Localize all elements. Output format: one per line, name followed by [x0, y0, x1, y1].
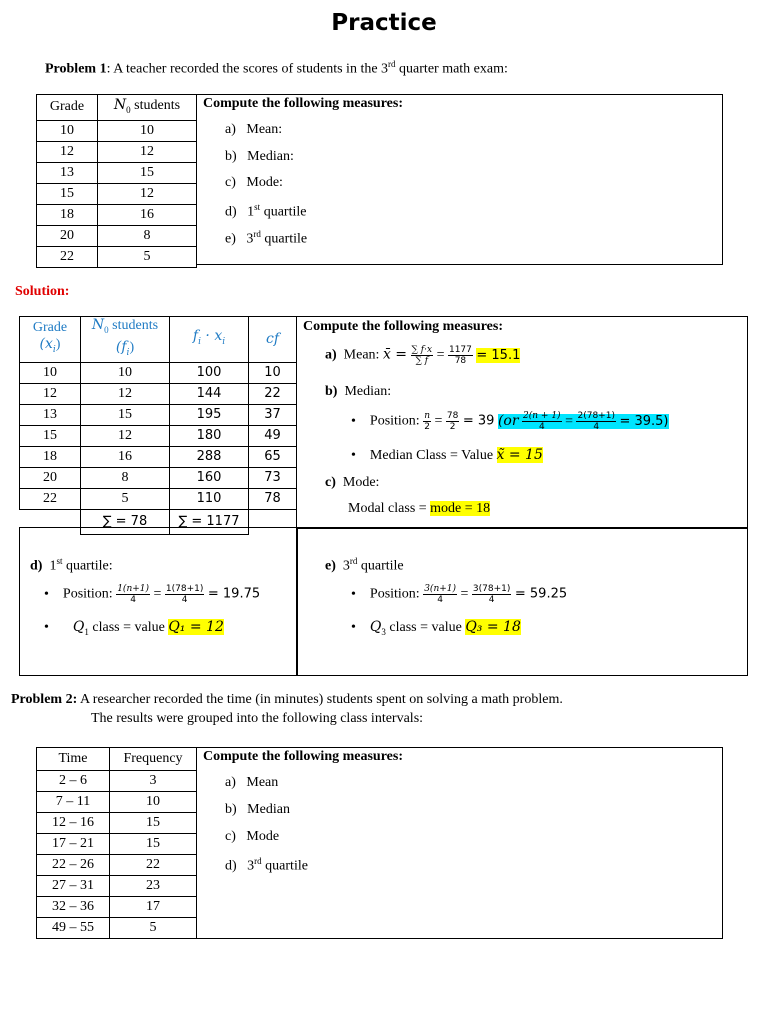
- problem1-sup: rd: [388, 59, 396, 69]
- problem2-label: Problem 2:: [11, 692, 78, 707]
- task-d: d) 1st quartile: [225, 202, 307, 220]
- table-row: 15 12: [37, 183, 197, 204]
- table-row: 15 12 180 49: [20, 425, 297, 446]
- table-row: 2 – 6 3: [37, 771, 197, 792]
- mode-line: c) Mode:: [325, 475, 380, 490]
- sol-header-fx: $f_i \cdot x_i$: [170, 317, 249, 363]
- header-grade: Grade: [37, 95, 98, 121]
- table-row: 22 – 26 22: [37, 855, 197, 876]
- table-row: 18 16 288 65: [20, 446, 297, 467]
- sol-header-cf: cf: [249, 317, 297, 363]
- table-row: 22 5: [37, 246, 197, 267]
- q1-position: • Position: $\frac{1(n+1)}{4}$ = $\frac{1(78+1)}{4}$ = 19.75: [44, 584, 260, 605]
- solution-compute-heading: Compute the following measures:: [303, 319, 504, 334]
- problem2-compute-box: [196, 747, 723, 939]
- modal-class: Modal class = mode = 18: [348, 501, 491, 516]
- problem1-compute-heading: Compute the following measures:: [203, 96, 404, 111]
- table-row: 32 – 36 17: [37, 897, 197, 918]
- p2-task-c: c) Mode: [225, 829, 280, 844]
- median-class: • Median Class = Value x̃ = 15: [351, 447, 543, 464]
- problem1-statement: [45, 59, 508, 78]
- median-position-alt: (or $\frac{2(n + 1)}{4}$ = $\frac{2(78+1)}{4}$ = 39.5): [497, 411, 669, 432]
- sol-header-grade: Grade $(x_i)$: [20, 317, 81, 363]
- mean-result: = 15.1: [476, 347, 521, 363]
- q1-box: [19, 527, 298, 676]
- q1-class: • $Q_1$ class = value Q₁ = 12: [44, 619, 224, 637]
- task-b: b) Median:: [225, 149, 294, 164]
- q3-box: [296, 527, 748, 676]
- q1-heading: d) 1st quartile:: [30, 556, 113, 574]
- table-row: 22 5 110 78: [20, 488, 297, 509]
- q3-class: • $Q_3$ class = value Q₃ = 18: [351, 619, 521, 637]
- problem1-label: Problem 1: [45, 61, 107, 77]
- page-title: Practice: [331, 10, 437, 36]
- p2-task-a: a) Mean: [225, 775, 279, 790]
- table-row: 20 8 160 73: [20, 467, 297, 488]
- sum-fx: ∑ = 1177: [170, 509, 249, 534]
- problem2-compute-heading: Compute the following measures:: [203, 749, 404, 764]
- problem1-compute-box: [196, 94, 723, 265]
- table-row: 12 12: [37, 141, 197, 162]
- problem2-table: [36, 747, 197, 939]
- problem1-table: [36, 94, 197, 268]
- table-row: 17 – 21 15: [37, 834, 197, 855]
- solution-label: Solution:: [15, 284, 70, 299]
- task-e: e) 3rd quartile: [225, 229, 308, 247]
- table-row: 20 8: [37, 225, 197, 246]
- header-students: $N_0$ students: [98, 95, 197, 121]
- problem2-statement: [11, 692, 563, 708]
- median-line: b) Median:: [325, 384, 392, 399]
- problem2-text: A researcher recorded the time (in minutes) students spent on solving a math problem.: [77, 692, 563, 707]
- p2-task-b: b) Median: [225, 802, 290, 817]
- table-row: 10 10: [37, 120, 197, 141]
- task-a: a) Mean:: [225, 122, 283, 137]
- table-row: 10 10 100 10: [20, 362, 297, 383]
- q3-heading: e) 3rd quartile: [325, 556, 404, 574]
- sum-f: ∑ = 78: [81, 509, 170, 534]
- problem2-text2: The results were grouped into the following class intervals:: [91, 711, 424, 726]
- table-row: 13 15 195 37: [20, 404, 297, 425]
- header-time: Time: [37, 748, 110, 771]
- table-row: 7 – 11 10: [37, 792, 197, 813]
- p2-task-d: d) 3rd quartile: [225, 856, 308, 874]
- median-position: • Position: $\frac{n}{2}$ = $\frac{78}{2}$ = 39 (or $\frac{2(n + 1)}{4}$ = $\frac{2(78+1)}{4}$ = 39.5): [351, 411, 669, 432]
- problem1-text2: quarter math exam:: [395, 61, 508, 77]
- table-row: 12 12 144 22: [20, 383, 297, 404]
- sol-header-students: $N_0$ students $(f_i)$: [81, 317, 170, 363]
- solution-compute-box: [296, 316, 748, 529]
- q3-position: • Position: $\frac{3(n+1)}{4}$ = $\frac{3(78+1)}{4}$ = 59.25: [351, 584, 567, 605]
- table-row: 18 16: [37, 204, 197, 225]
- table-row: 49 – 55 5: [37, 918, 197, 939]
- mean-line: a) Mean: x̄ = $\frac{\sum f\cdot x}{\sum f}$ = $\frac{1177}{78}$ = 15.1: [325, 345, 521, 366]
- problem1-text: : A teacher recorded the scores of students in the 3: [106, 61, 389, 77]
- table-row: 12 – 16 15: [37, 813, 197, 834]
- header-frequency: Frequency: [110, 748, 197, 771]
- table-row: 27 – 31 23: [37, 876, 197, 897]
- solution-table: [19, 316, 297, 535]
- task-c: c) Mode:: [225, 175, 283, 190]
- table-row: 13 15: [37, 162, 197, 183]
